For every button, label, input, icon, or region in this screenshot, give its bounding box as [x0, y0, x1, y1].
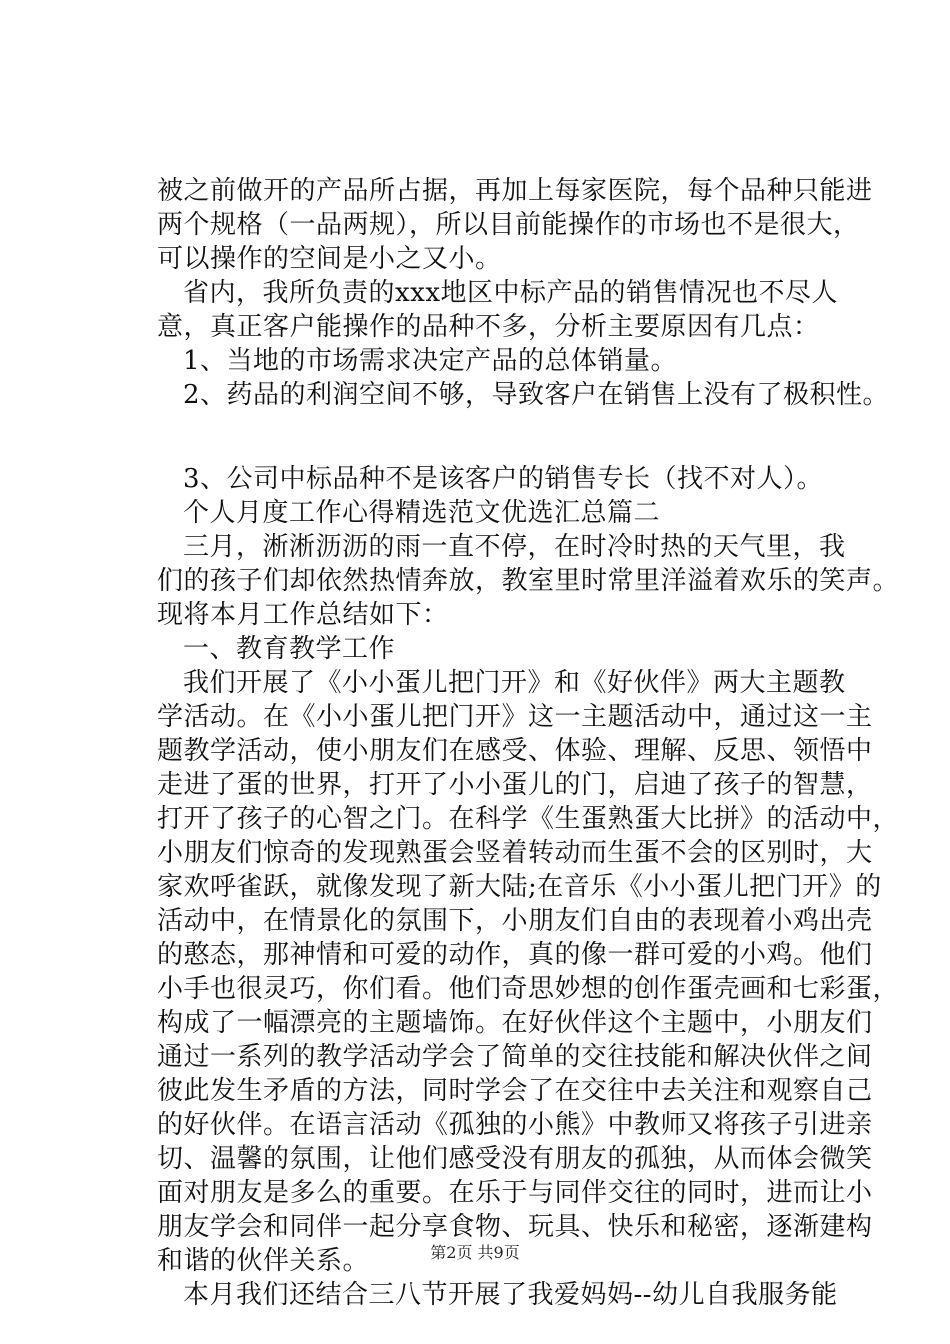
- text-line: 家欢呼雀跃，就像发现了新大陆;在音乐《小小蛋儿把门开》的: [157, 872, 882, 902]
- text-line: 省内，我所负责的xxx地区中标产品的销售情况也不尽人: [183, 278, 838, 308]
- text-line: 切、温馨的氛围，让他们感受没有朋友的孤独，从而体会微笑: [157, 1144, 873, 1174]
- list-item: 2、药品的利润空间不够，导致客户在销售上没有了极积性。: [183, 380, 890, 410]
- text-line: 打开了孩子的心智之门。在科学《生蛋熟蛋大比拼》的活动中，: [157, 804, 900, 834]
- text-line: 朋友学会和同伴一起分享食物、玩具、快乐和秘密，逐渐建构: [157, 1212, 873, 1242]
- text-line: 们的孩子们却依然热情奔放，教室里时常里洋溢着欢乐的笑声。: [157, 566, 900, 596]
- text-line: 的好伙伴。在语言活动《孤独的小熊》中教师又将孩子引进亲: [157, 1110, 873, 1140]
- text-line: 被之前做开的产品所占据，再加上每家医院，每个品种只能进: [157, 176, 873, 206]
- text-line: 通过一系列的教学活动学会了简单的交往技能和解决伙伴之间: [157, 1042, 873, 1072]
- page-number-footer: 第2页 共9页: [430, 1243, 520, 1262]
- text-line: 现将本月工作总结如下：: [157, 600, 449, 630]
- text-line: 走进了蛋的世界，打开了小小蛋儿的门，启迪了孩子的智慧，: [157, 770, 873, 800]
- text-line: 面对朋友是多么的重要。在乐于与同伴交往的同时，进而让小: [157, 1178, 873, 1208]
- text-line: 小朋友们惊奇的发现熟蛋会竖着转动而生蛋不会的区别时，大: [157, 838, 873, 868]
- text-line: 构成了一幅漂亮的主题墙饰。在好伙伴这个主题中，小朋友们: [157, 1008, 873, 1038]
- document-body: [157, 174, 900, 1312]
- text-line: 三月，淅淅沥沥的雨一直不停，在时冷时热的天气里，我: [183, 532, 846, 562]
- text-line: 本月我们还结合三八节开展了我爱妈妈--幼儿自我服务能: [183, 1280, 838, 1310]
- text-line: 我们开展了《小小蛋儿把门开》和《好伙伴》两大主题教: [183, 668, 846, 698]
- list-item: 1、当地的市场需求决定产品的总体销量。: [183, 346, 678, 376]
- list-item: 3、公司中标品种不是该客户的销售专长（找不对人）。: [183, 464, 824, 494]
- text-line: 题教学活动，使小朋友们在感受、体验、理解、反思、领悟中: [157, 736, 873, 766]
- text-line: 两个规格（一品两规），所以目前能操作的市场也不是很大，: [157, 210, 860, 240]
- text-line: 的憨态，那神情和可爱的动作，真的像一群可爱的小鸡。他们: [157, 940, 873, 970]
- text-line: 小手也很灵巧，你们看。他们奇思妙想的创作蛋壳画和七彩蛋，: [157, 974, 900, 1004]
- section-heading: 一、教育教学工作: [183, 634, 396, 664]
- text-line: 学活动。在《小小蛋儿把门开》这一主题活动中，通过这一主: [157, 702, 873, 732]
- paragraph-gap: [157, 412, 857, 462]
- text-line: 彼此发生矛盾的方法，同时学会了在交往中去关注和观察自己: [157, 1076, 873, 1106]
- text-line: 和谐的伙伴关系。: [157, 1246, 370, 1276]
- text-line: 可以操作的空间是小之又小。: [157, 244, 502, 274]
- text-line: 意，真正客户能操作的品种不多，分析主要原因有几点：: [157, 312, 820, 342]
- text-line: 活动中，在情景化的氛围下，小朋友们自由的表现着小鸡出壳: [157, 906, 873, 936]
- section-title: 个人月度工作心得精选范文优选汇总篇二: [183, 498, 661, 528]
